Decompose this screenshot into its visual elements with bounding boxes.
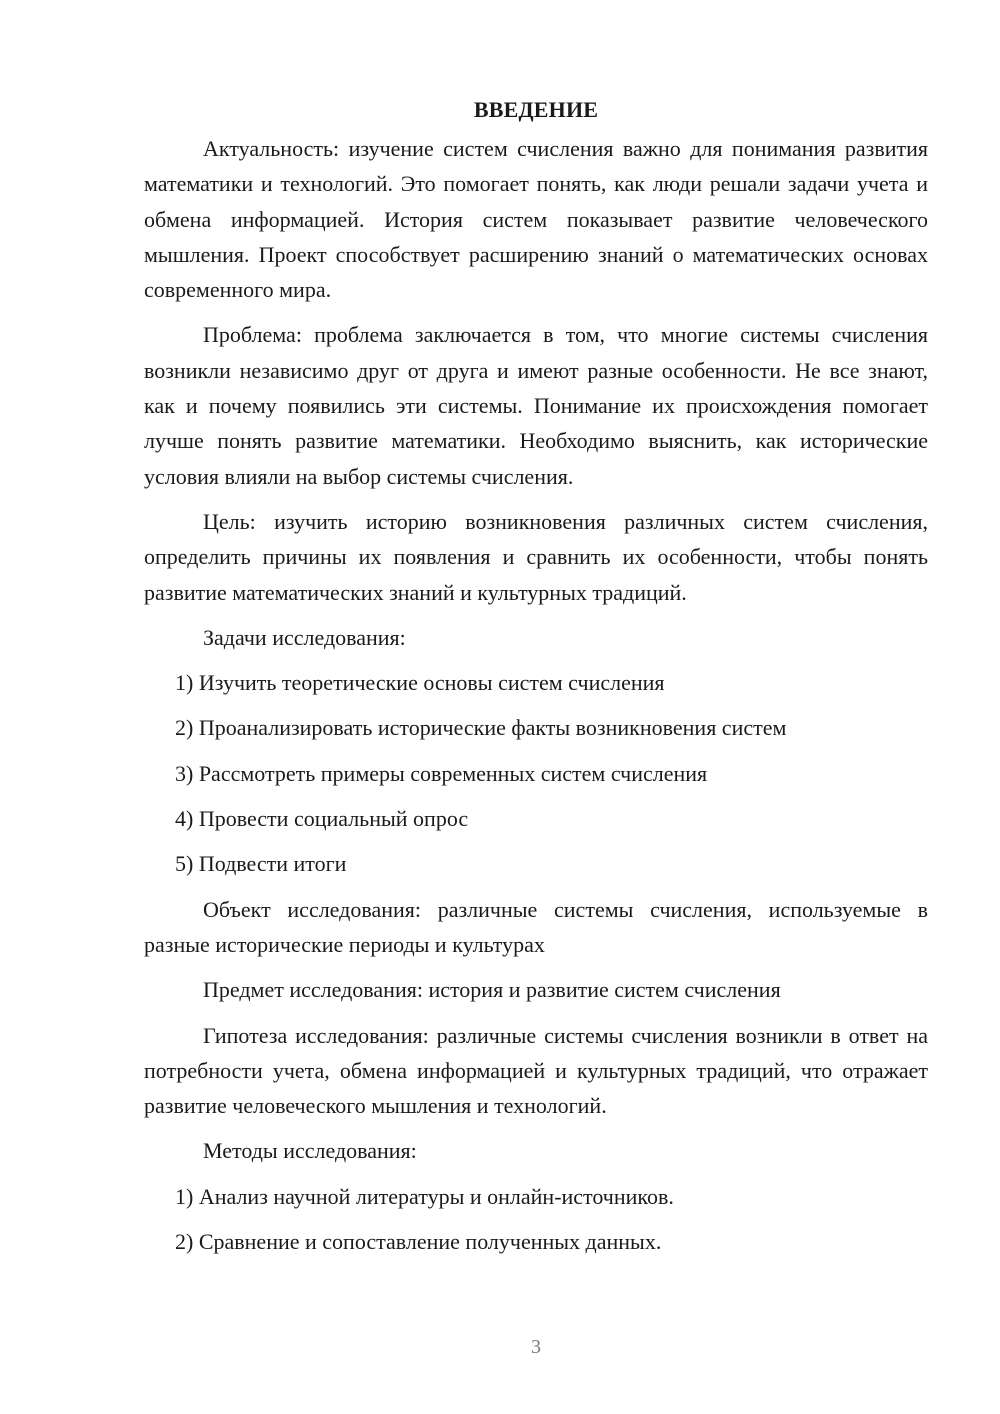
method-item: 2) Сравнение и сопоставление полученных данных. xyxy=(175,1229,662,1255)
tasks-heading: Задачи исследования: xyxy=(203,624,406,650)
object-paragraph: Объект исследования: различные системы счисления, используемые в разные исторические периоды и культурах xyxy=(144,896,928,957)
methods-heading: Методы исследования: xyxy=(203,1138,417,1164)
task-item: 2) Проанализировать исторические факты возникновения систем xyxy=(175,715,787,741)
section-title: ВВЕДЕНИЕ xyxy=(473,97,599,122)
task-item: 4) Провести социальный опрос xyxy=(175,806,469,832)
task-item: 5) Подвести итоги xyxy=(175,851,347,877)
task-item: 3) Рассмотреть примеры современных систем счисления xyxy=(175,760,708,786)
hypothesis-paragraph: Гипотеза исследования: различные системы счисления возникли в ответ на потребности учета, обмена информацией и культурных традиций, что отражает развитие человеческого мышления и технологий. xyxy=(144,1022,928,1119)
relevance-paragraph: Актуальность: изучение систем счисления важно для понимания развития математики и технологий. Это помогает понять, как люди решали задачи учета и обмена информацией. История систем показывает развитие человеческого мышления. Проект способствует расширению знаний о математических основах современного мира. xyxy=(144,136,928,303)
page-number: 3 xyxy=(531,1336,541,1358)
page-content xyxy=(144,92,928,1269)
subject-paragraph: Предмет исследования: история и развитие систем счисления xyxy=(203,977,781,1003)
problem-paragraph: Проблема: проблема заключается в том, что многие системы счисления возникли независимо друг от друга и имеют разные особенности. Не все знают, как и почему появились эти системы. Понимание их происхождения помогает лучше понять развитие математики. Необходимо выяснить, как исторические условия влияли на выбор системы счисления. xyxy=(144,322,928,489)
method-item: 1) Анализ научной литературы и онлайн-источников. xyxy=(175,1183,674,1209)
task-item: 1) Изучить теоретические основы систем счисления xyxy=(175,670,665,696)
goal-paragraph: Цель: изучить историю возникновения различных систем счисления, определить причины их появления и сравнить их особенности, чтобы понять развитие математических знаний и культурных традиций. xyxy=(144,508,928,605)
